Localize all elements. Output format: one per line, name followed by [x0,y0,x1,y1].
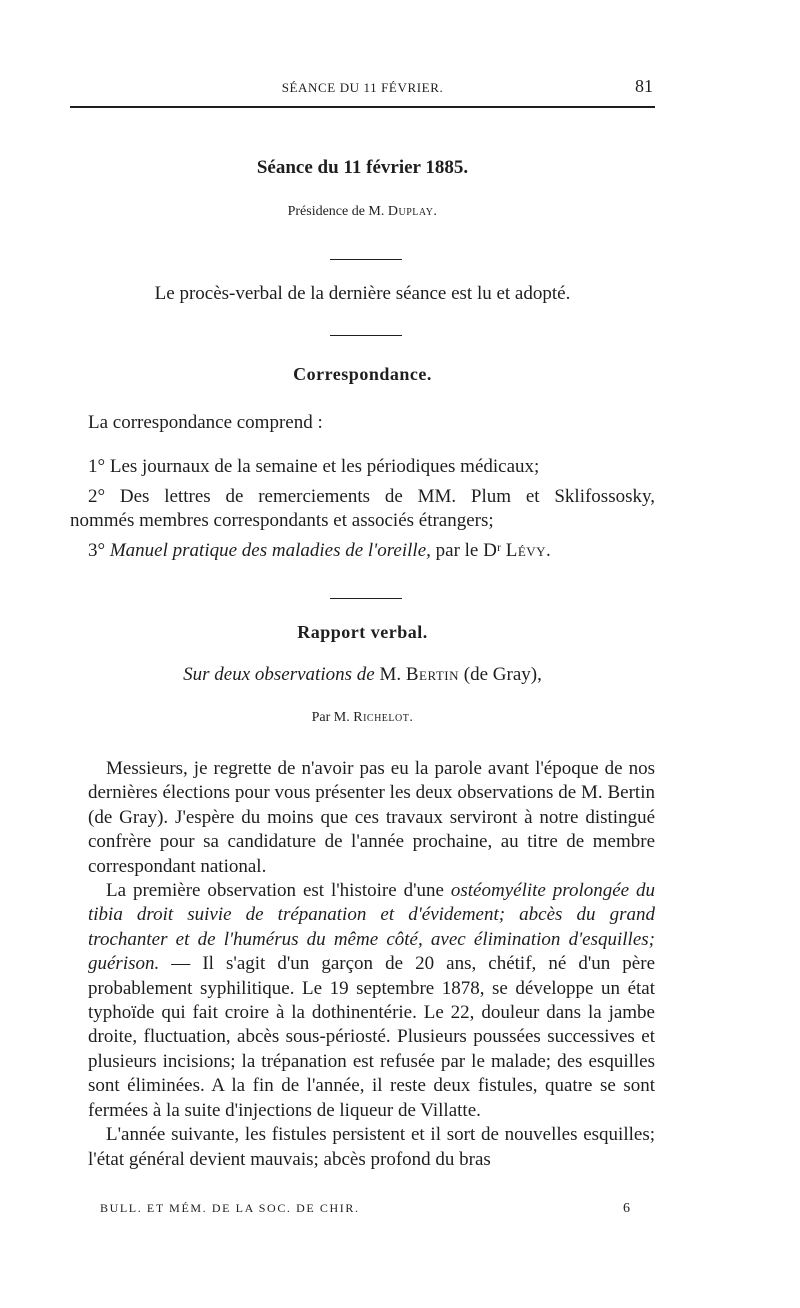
correspondance-heading: Correspondance. [293,364,432,384]
item-3-book-title: Manuel pratique des maladies de l'oreille, [109,540,431,561]
rapport-subtitle [70,664,655,686]
paragraph-2-rest: — Il s'agit d'un garçon de 20 ans, chétif, né d'un père probablement syphilitique. Le 19 septembre 1878, se développe un état typhoïde qui fait croire à la dothinentérie. Le 22, douleur dans la jambe droite, fluctuation, abcès sous-périosté. Plusieurs poussées successives et plusieurs incisions; la trépanation est refusée par le malade; des esquilles sont éliminées. A la fin de l'année, il reste deux fistules, quatre se sont fermées à la suite d'injections de liqueur de Villatte. [88,953,655,1121]
section-divider [330,259,402,260]
rapport-heading: Rapport verbal. [297,622,428,642]
rapporteur-name: Richelot. [353,710,414,725]
minutes-text: Le procès-verbal de la dernière séance est lu et adopté. [154,283,571,304]
rapport-subtitle-tail: (de Gray), [463,664,542,685]
footer [100,1201,630,1216]
report-body [88,757,655,1172]
page-number: 81 [635,76,653,96]
correspondance-item-2-line-1: 2° Des lettres de remerciements de MM. Plum et Sklifossosky, [88,486,655,507]
correspondance-item-1: 1° Les journaux de la semaine et les périodiques médicaux; [88,456,540,477]
president-name: Duplay. [387,204,438,219]
running-head [70,76,655,100]
item-3-author: Lévy. [505,540,552,561]
footer-journal: BULL. ET MÉM. DE LA SOC. DE CHIR. [100,1201,360,1215]
rapport-author: Bertin [405,664,460,685]
item-3-by: par le Dʳ [435,540,501,561]
presidence-prefix: Présidence de M. [287,204,385,219]
paragraph-2-italic: ostéomyélite prolongée du tibia droit suivie de trépanation et d'évidement; abcès du grand trochanter et de l'humérus du même côté, avec élimination d'esquilles; guérison. [88,880,656,975]
rapporteur-prefix: Par M. [311,710,350,725]
paragraph-2 [88,879,655,1123]
rapport-subtitle-italic: Sur deux observations de [183,664,375,685]
rapporteur-line [70,710,655,726]
session-title: Séance du 11 février 1885. [256,157,469,178]
presidence-line [70,204,655,220]
section-divider [330,335,402,336]
rapport-subtitle-m: M. [379,664,402,685]
header-rule [70,106,655,108]
section-divider [330,598,402,599]
paragraph-1: Messieurs, je regrette de n'avoir pas eu la parole avant l'époque de nos dernières élections pour vous présenter les deux observations de M. Bertin (de Gray). J'espère du moins que ces travaux serviront à notre distingué confrère pour sa candidature de l'année prochaine, au titre de membre correspondant national. [88,758,655,877]
paragraph-3: L'année suivante, les fistules persistent et il sort de nouvelles esquilles; l'état général devient mauvais; abcès profond du bras [88,1124,655,1170]
item-3-number: 3° [88,540,106,561]
correspondance-item-2-line-2: nommés membres correspondants et associés étrangers; [70,510,494,531]
running-head-title: SÉANCE DU 11 FÉVRIER. [281,80,444,95]
correspondance-intro: La correspondance comprend : [88,412,323,433]
signature-number: 6 [623,1201,630,1216]
correspondance-item-3 [88,540,551,562]
paragraph-2-start: La première observation est l'histoire d'une [106,880,444,902]
